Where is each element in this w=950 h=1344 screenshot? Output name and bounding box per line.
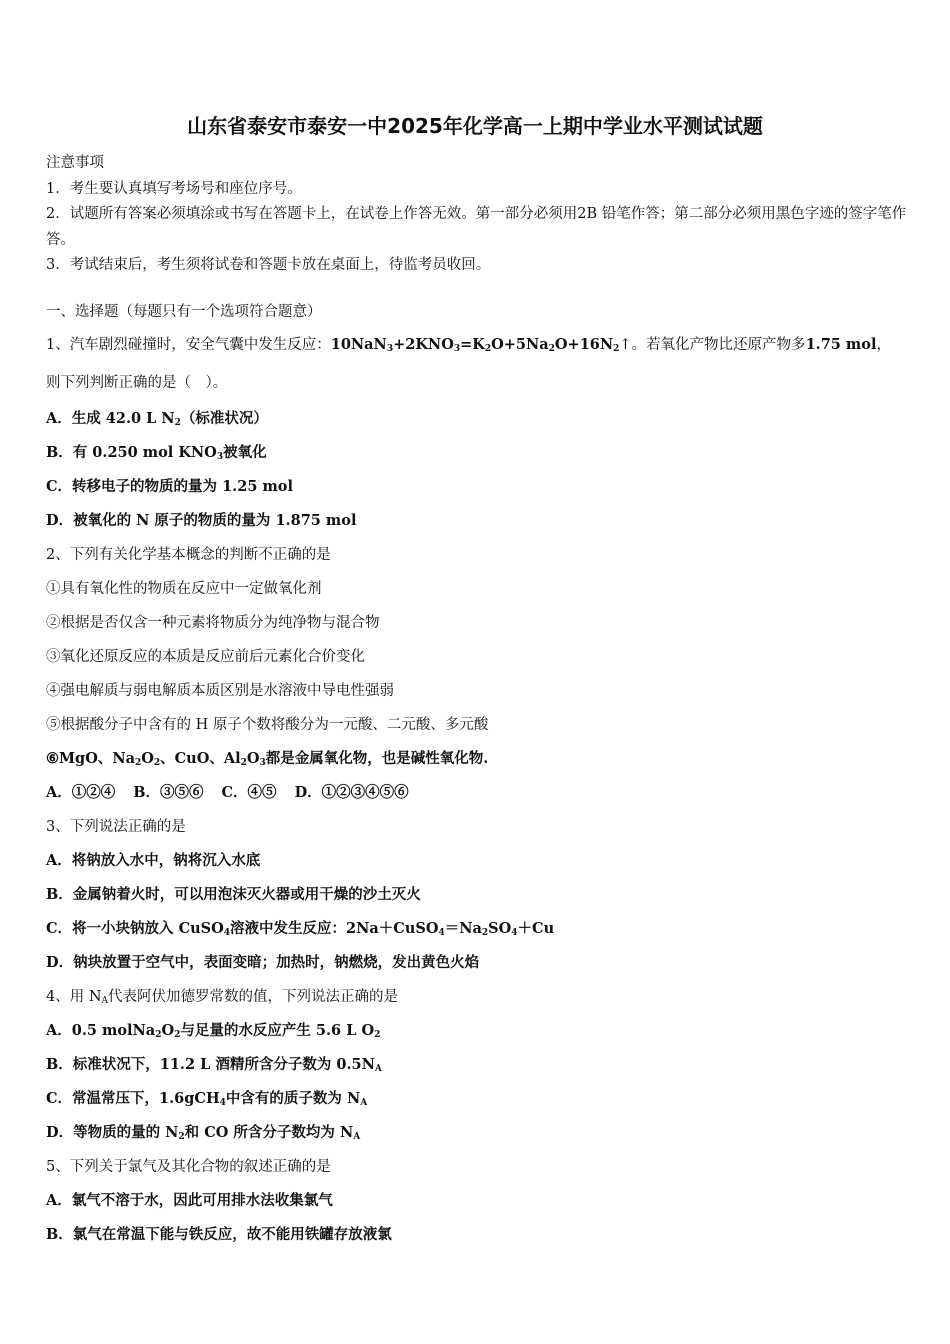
question-3-option-d: D．钠块放置于空气中，表面变暗；加热时，钠燃烧，发出黄色火焰 xyxy=(46,954,480,971)
question-5-stem: 5、下列关于氯气及其化合物的叙述正确的是 xyxy=(46,1159,331,1175)
question-2-stem: 2、下列有关化学基本概念的判断不正确的是 xyxy=(46,547,331,563)
question-2-statement-1: ①具有氧化性的物质在反应中一定做氧化剂 xyxy=(46,581,322,597)
question-4-option-c: C．常温常压下，1.6gCH$_4$中含有的质子数为 $N_A$ xyxy=(46,1090,368,1108)
question-4-number: 4、 xyxy=(46,989,70,1005)
question-1-stem: 1、汽车剧烈碰撞时，安全气囊中发生反应：$10NaN_3+2KNO_3=K_2O+5Na_2O+16N_2↑$。若氧化产物比还原产物多1.75 mol， xyxy=(46,336,891,354)
question-3-number: 3、 xyxy=(46,819,70,835)
question-2-statement-2: ②根据是否仅含一种元素将物质分为纯净物与混合物 xyxy=(46,615,380,631)
question-3-option-b: B．金属钠着火时，可以用泡沫灭火器或用干燥的沙土灭火 xyxy=(46,886,421,903)
question-1-option-d: D．被氧化的 N 原子的物质的量为 1.875 mol xyxy=(46,512,357,529)
section-heading: 一、选择题（每题只有一个选项符合题意） xyxy=(46,304,322,320)
question-5-option-b: B．氯气在常温下能与铁反应，故不能用铁罐存放液氯 xyxy=(46,1226,392,1243)
question-4-option-b: B．标准状况下，11.2 L 酒精所含分子数为 $0.5N_A$ xyxy=(46,1056,382,1074)
page-title: 山东省泰安市泰安一中2025年化学高一上期中学业水平测试试题 xyxy=(187,114,763,138)
question-1-option-b: B．有 0.250 mol $KNO_3$被氧化 xyxy=(46,444,267,462)
question-1-text-a: 汽车剧烈碰撞时，安全气囊中发生反应： xyxy=(69,337,331,353)
notice-item-2: 2．试题所有答案必须填涂或书写在答题卡上，在试卷上作答无效。第一部分必须用2B 铅笔作答；第二部分必须用黑色字迹的签字笔作答。 xyxy=(46,206,907,248)
question-3-option-a: A．将钠放入水中，钠将沉入水底 xyxy=(46,852,261,869)
question-1-equation: $10NaN_3+2KNO_3=K_2O+5Na_2O+16N_2$ xyxy=(330,336,620,354)
question-4-stem: 4、用 $N_A$代表阿伏加德罗常数的值，下列说法正确的是 xyxy=(46,989,399,1006)
question-3-stem: 3、下列说法正确的是 xyxy=(46,819,186,835)
question-2-option-c: C．④⑤ xyxy=(221,784,277,801)
question-2-option-d: D．①②③④⑤⑥ xyxy=(294,784,409,801)
question-5-option-a: A．氯气不溶于水，因此可用排水法收集氯气 xyxy=(46,1192,333,1209)
question-2-statement-5: ⑤根据酸分子中含有的 H 原子个数将酸分为一元酸、二元酸、多元酸 xyxy=(46,717,489,733)
question-2-statement-3: ③氧化还原反应的本质是反应前后元素化合价变化 xyxy=(46,649,365,665)
question-1-text-b: 若氧化产物比还原产物多 xyxy=(646,337,806,353)
question-2-option-a: A．①②④ xyxy=(46,784,116,801)
question-2-statement-4: ④强电解质与弱电解质本质区别是水溶液中导电性强弱 xyxy=(46,683,394,699)
question-2-statement-6: ⑥MgO、$Na_2O_2$、CuO、$Al_2O_3$都是金属氧化物，也是碱性氧化物. xyxy=(46,750,489,768)
question-4-option-d: D．等物质的量的 $N_2$和 CO 所含分子数均为 $N_A$ xyxy=(46,1124,361,1142)
notice-heading: 注意事项 xyxy=(46,155,104,171)
notice-item-1: 1．考生要认真填写考场号和座位序号。 xyxy=(46,180,302,197)
notice-item-3: 3．考试结束后，考生须将试卷和答题卡放在桌面上，待监考员收回。 xyxy=(46,257,491,273)
question-1-number: 1、 xyxy=(46,337,70,353)
question-5-number: 5、 xyxy=(46,1159,70,1175)
question-3-option-c: C．将一小块钠放入 CuSO$_4$溶液中发生反应：$2Na+CuSO_4=Na_2SO_4+Cu$ xyxy=(46,920,555,938)
question-2-number: 2、 xyxy=(46,547,70,563)
question-2-options xyxy=(46,776,908,810)
question-4-option-a: A．0.5 $molNa_2O_2$与足量的水反应产生 5.6 L $O_2$ xyxy=(46,1022,381,1040)
questions-block xyxy=(46,298,908,1252)
question-1-option-a: A．生成 42.0 L $N_2$（标准状况） xyxy=(46,410,268,428)
question-1-amount: 1.75 mol xyxy=(805,336,877,353)
notice-block xyxy=(46,151,908,279)
question-2-option-b: B．③⑤⑥ xyxy=(133,784,204,801)
question-1-stem-cont: 则下列判断正确的是（ ）。 xyxy=(46,375,228,391)
question-1-option-c: C．转移电子的物质的量为 1.25 mol xyxy=(46,478,293,495)
